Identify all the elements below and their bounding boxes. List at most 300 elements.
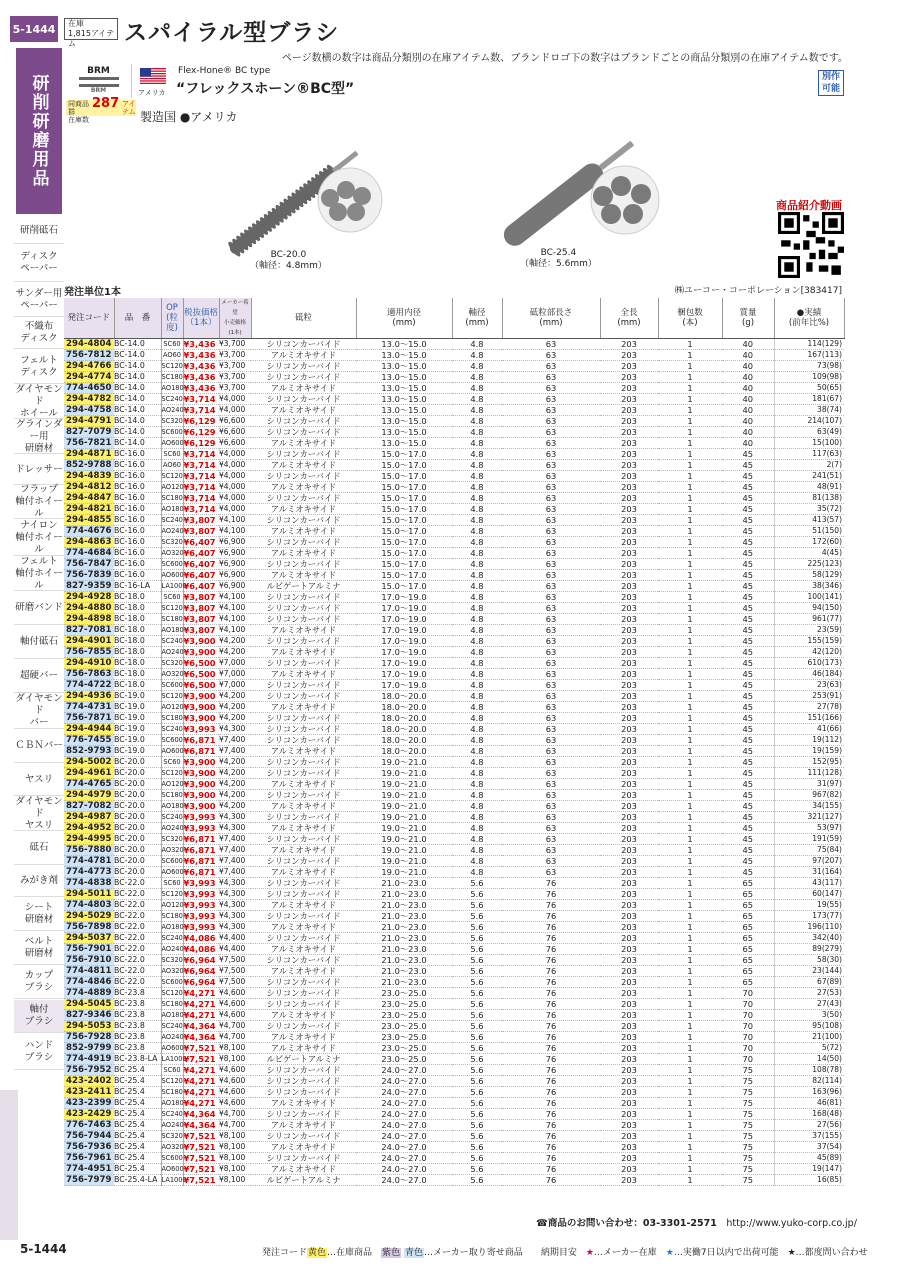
- table-cell: シリコンカーバイド: [251, 559, 356, 570]
- table-cell: SC60: [161, 1065, 183, 1076]
- table-cell: 23(63): [774, 680, 844, 691]
- order-code[interactable]: 756-7847: [64, 559, 114, 570]
- table-cell: 1: [658, 999, 722, 1010]
- table-cell: BC-14.0: [114, 416, 161, 427]
- sidebar-item[interactable]: ダイヤモンド ホイール: [15, 383, 63, 419]
- order-code[interactable]: 827-7081: [64, 625, 114, 636]
- table-cell: 17.0～19.0: [356, 625, 452, 636]
- table-cell: 203: [600, 856, 658, 867]
- table-cell: AO240: [161, 527, 184, 535]
- order-code[interactable]: 423-2411: [64, 1087, 114, 1098]
- order-code[interactable]: 294-4821: [64, 504, 114, 515]
- order-code[interactable]: 294-4804: [64, 339, 114, 350]
- brand-logo-mark: [79, 77, 119, 87]
- video-label: 商品紹介動画: [776, 199, 842, 212]
- table-cell: 19(112): [774, 735, 844, 746]
- table-cell: シリコンカーバイド: [251, 339, 356, 350]
- order-code[interactable]: 756-7952: [64, 1065, 114, 1076]
- order-code[interactable]: 294-4863: [64, 537, 114, 548]
- table-cell: 17.0～19.0: [356, 636, 452, 647]
- sidebar-item[interactable]: フェルト ディスク: [14, 350, 64, 384]
- table-cell: 75: [722, 1087, 774, 1098]
- table-cell: 1: [658, 1032, 722, 1043]
- sidebar-item[interactable]: シート 研磨材: [14, 898, 64, 931]
- order-code[interactable]: 294-4871: [64, 449, 114, 460]
- order-code[interactable]: 294-4898: [64, 614, 114, 625]
- order-code[interactable]: 774-4803: [64, 900, 114, 911]
- table-cell: 5.6: [452, 889, 502, 900]
- table-cell: AO60: [161, 460, 183, 471]
- table-cell: 13.0～15.0: [356, 438, 452, 449]
- table-cell: 1: [658, 878, 722, 889]
- sidebar-item[interactable]: ヤスリ: [14, 764, 64, 796]
- table-cell: SC180: [161, 714, 183, 722]
- sidebar-item[interactable]: ダイヤモンド バー: [15, 693, 63, 728]
- table-cell: LA1000: [161, 1055, 187, 1063]
- table-cell: 4.8: [452, 482, 502, 493]
- table-cell: 203: [600, 735, 658, 746]
- table-cell: 5.6: [452, 922, 502, 933]
- order-code[interactable]: 774-4765: [64, 779, 114, 790]
- table-cell: 45: [722, 559, 774, 570]
- table-cell: シリコンカーバイド: [251, 834, 356, 845]
- table-cell: 24.0～27.0: [356, 1153, 452, 1164]
- order-code[interactable]: 756-7855: [64, 647, 114, 658]
- order-code[interactable]: 423-2429: [64, 1109, 114, 1120]
- table-cell: 76: [502, 999, 600, 1010]
- table-cell: ¥4,200: [219, 779, 251, 790]
- table-cell: 45: [722, 471, 774, 482]
- table-cell: 63: [502, 867, 600, 878]
- table-cell: 63(49): [774, 427, 844, 438]
- sidebar-item[interactable]: 研磨バンド: [14, 592, 64, 625]
- table-cell: 203: [600, 702, 658, 713]
- order-code[interactable]: 756-7928: [64, 1032, 114, 1043]
- order-code[interactable]: 774-4889: [64, 988, 114, 999]
- table-cell: 203: [600, 790, 658, 801]
- table-cell: 203: [600, 460, 658, 471]
- sidebar-item[interactable]: みがき剤: [14, 866, 64, 897]
- sidebar-item[interactable]: ナイロン 軸付ホイール: [15, 519, 63, 555]
- sidebar-item[interactable]: サンダー用 ペーパー: [14, 283, 64, 317]
- table-cell: BC-25.4: [114, 1164, 161, 1175]
- table-cell: 63: [502, 460, 600, 471]
- order-code[interactable]: 756-7961: [64, 1153, 114, 1164]
- table-cell: ¥6,900: [219, 581, 251, 592]
- table-cell: ¥4,000: [219, 482, 251, 493]
- order-code[interactable]: 827-9346: [64, 1010, 114, 1021]
- table-cell: BC-22.0: [114, 900, 161, 911]
- order-code[interactable]: 294-4901: [64, 636, 114, 647]
- order-code[interactable]: 294-5029: [64, 911, 114, 922]
- order-code[interactable]: 294-4910: [64, 658, 114, 669]
- table-cell: ¥4,300: [219, 911, 251, 922]
- column-header: 質量 (g): [722, 298, 774, 339]
- table-cell: ¥4,000: [219, 471, 251, 482]
- table-cell: 15.0～17.0: [356, 493, 452, 504]
- table-cell: 63: [502, 383, 600, 394]
- order-code[interactable]: 294-5053: [64, 1021, 114, 1032]
- table-cell: 1: [658, 504, 722, 515]
- table-cell: 43(117): [774, 878, 844, 889]
- brand-stock-count: [66, 96, 136, 124]
- table-cell: 203: [600, 1164, 658, 1175]
- order-code[interactable]: 756-7863: [64, 669, 114, 680]
- order-code[interactable]: 776-7455: [64, 735, 114, 746]
- order-code[interactable]: 774-4684: [64, 548, 114, 559]
- table-cell: 1: [658, 1087, 722, 1098]
- table-cell: ¥3,900: [183, 757, 219, 768]
- table-cell: 23.0～25.0: [356, 1032, 452, 1043]
- table-cell: アルミオキサイド: [251, 460, 356, 471]
- table-cell: 1: [658, 647, 722, 658]
- caption-bc254-model: BC-25.4: [540, 248, 577, 258]
- order-code[interactable]: 294-4961: [64, 768, 114, 779]
- order-code[interactable]: 756-7910: [64, 955, 114, 966]
- order-code[interactable]: 774-4722: [64, 680, 114, 691]
- table-cell: AO320: [161, 549, 184, 557]
- order-code[interactable]: 774-4838: [64, 878, 114, 889]
- table-cell: SC120: [161, 604, 183, 612]
- table-cell: 4.8: [452, 449, 502, 460]
- sidebar-item[interactable]: 超硬バー: [14, 660, 64, 693]
- table-cell: SC180: [161, 615, 183, 623]
- table-cell: 65: [722, 933, 774, 944]
- order-code[interactable]: 827-7082: [64, 801, 114, 812]
- table-cell: ¥3,436: [183, 372, 219, 383]
- sidebar-item[interactable]: 軸付 ブラシ: [14, 1000, 64, 1033]
- table-cell: BC-25.4: [114, 1120, 161, 1131]
- sidebar-item[interactable]: 不織布 ディスク: [14, 318, 64, 349]
- order-code[interactable]: 774-4811: [64, 966, 114, 977]
- table-cell: BC-16.0: [114, 471, 161, 482]
- order-code[interactable]: 774-4846: [64, 977, 114, 988]
- table-cell: BC-14.0: [114, 438, 161, 449]
- table-cell: 108(78): [774, 1065, 844, 1076]
- order-code[interactable]: 294-4774: [64, 372, 114, 383]
- table-cell: 63: [502, 504, 600, 515]
- contact-url[interactable]: http://www.yuko-corp.co.jp/: [726, 1218, 857, 1229]
- order-code[interactable]: 294-4995: [64, 834, 114, 845]
- order-code[interactable]: 852-9788: [64, 460, 114, 471]
- table-cell: 24.0～27.0: [356, 1142, 452, 1153]
- table-cell: 196(110): [774, 922, 844, 933]
- table-cell: 76: [502, 1021, 600, 1032]
- order-code[interactable]: 294-5002: [64, 757, 114, 768]
- order-code[interactable]: 827-7079: [64, 427, 114, 438]
- sidebar-item[interactable]: グラインダー用 研磨材: [15, 418, 63, 454]
- table-cell: SC240: [161, 637, 183, 645]
- table-row: [64, 955, 844, 966]
- table-cell: ¥3,900: [183, 702, 219, 713]
- table-cell: BC-18.0: [114, 603, 161, 614]
- table-cell: AO240: [161, 824, 184, 832]
- table-cell: 27(53): [774, 988, 844, 999]
- order-code[interactable]: 294-4855: [64, 515, 114, 526]
- table-cell: 203: [600, 812, 658, 823]
- table-cell: AO180: [161, 505, 184, 513]
- table-cell: 203: [600, 834, 658, 845]
- page-number-bottom: 5-1444: [20, 1242, 67, 1256]
- table-cell: 4.8: [452, 581, 502, 592]
- table-cell: 1: [658, 867, 722, 878]
- table-cell: 45: [722, 856, 774, 867]
- order-code[interactable]: 756-7936: [64, 1142, 114, 1153]
- order-code[interactable]: 774-4731: [64, 702, 114, 713]
- table-cell: 967(82): [774, 790, 844, 801]
- order-code[interactable]: 774-4773: [64, 867, 114, 878]
- table-cell: シリコンカーバイド: [251, 691, 356, 702]
- table-cell: BC-22.0: [114, 878, 161, 889]
- table-cell: SC120: [161, 472, 183, 480]
- table-cell: AO180: [161, 1011, 184, 1019]
- table-cell: SC60: [161, 339, 183, 350]
- table-cell: シリコンカーバイド: [251, 658, 356, 669]
- table-cell: 76: [502, 944, 600, 955]
- table-cell: シリコンカーバイド: [251, 735, 356, 746]
- table-cell: 203: [600, 1087, 658, 1098]
- table-row: [64, 911, 844, 922]
- table-row: [64, 361, 844, 372]
- table-cell: アルミオキサイド: [251, 922, 356, 933]
- sidebar-item[interactable]: 砥石: [14, 832, 64, 865]
- order-code[interactable]: 756-7821: [64, 438, 114, 449]
- table-cell: 45: [722, 449, 774, 460]
- table-cell: ¥6,900: [219, 570, 251, 581]
- table-cell: 75: [722, 1120, 774, 1131]
- order-code[interactable]: 774-4919: [64, 1054, 114, 1065]
- order-code[interactable]: 774-4781: [64, 856, 114, 867]
- table-cell: ¥3,900: [183, 691, 219, 702]
- page-number-badge: 5-1444: [10, 16, 58, 42]
- order-code[interactable]: 294-4839: [64, 471, 114, 482]
- order-code[interactable]: 756-7944: [64, 1131, 114, 1142]
- sidebar-item[interactable]: フラップ 軸付ホイール: [15, 484, 63, 519]
- order-code[interactable]: 294-4928: [64, 592, 114, 603]
- order-code[interactable]: 852-9799: [64, 1043, 114, 1054]
- order-code[interactable]: 776-7463: [64, 1120, 114, 1131]
- table-cell: BC-16.0: [114, 504, 161, 515]
- order-code[interactable]: 294-4791: [64, 416, 114, 427]
- legend: [262, 1245, 868, 1258]
- sidebar-item[interactable]: カップ ブラシ: [14, 966, 64, 999]
- table-row: [64, 614, 844, 625]
- table-cell: BC-19.0: [114, 713, 161, 724]
- table-cell: 82(114): [774, 1076, 844, 1087]
- table-cell: アルミオキサイド: [251, 504, 356, 515]
- table-cell: 76: [502, 900, 600, 911]
- order-code[interactable]: 294-4758: [64, 405, 114, 416]
- table-cell: 1: [658, 779, 722, 790]
- table-cell: 1: [658, 581, 722, 592]
- table-cell: AO600: [161, 439, 184, 447]
- stock-count-box: [64, 18, 118, 48]
- sidebar-item[interactable]: 軸付砥石: [14, 626, 64, 659]
- order-code[interactable]: 294-5011: [64, 889, 114, 900]
- order-code[interactable]: 827-9359: [64, 581, 114, 592]
- table-cell: 76: [502, 1164, 600, 1175]
- order-code[interactable]: 294-4944: [64, 724, 114, 735]
- table-cell: 97(207): [774, 856, 844, 867]
- order-code[interactable]: 756-7901: [64, 944, 114, 955]
- order-code[interactable]: 294-4782: [64, 394, 114, 405]
- order-code[interactable]: 294-4952: [64, 823, 114, 834]
- table-row: [64, 801, 844, 812]
- table-cell: 5.6: [452, 944, 502, 955]
- sidebar-item[interactable]: ベルト 研磨材: [14, 932, 64, 965]
- table-cell: 13.0～15.0: [356, 394, 452, 405]
- table-cell: ¥3,714: [183, 493, 219, 504]
- table-cell: ルビゲートアルミナ: [251, 1175, 356, 1186]
- table-cell: 151(166): [774, 713, 844, 724]
- table-cell: BC-19.0: [114, 735, 161, 746]
- table-cell: ¥4,364: [183, 1032, 219, 1043]
- order-code[interactable]: 423-2399: [64, 1098, 114, 1109]
- sidebar-item[interactable]: フェルト 軸付ホイール: [15, 555, 63, 591]
- table-cell: 1: [658, 1164, 722, 1175]
- order-code[interactable]: 774-4650: [64, 383, 114, 394]
- table-row: [64, 449, 844, 460]
- table-cell: ¥8,100: [219, 1043, 251, 1054]
- order-code[interactable]: 294-4880: [64, 603, 114, 614]
- sidebar-item[interactable]: 研削砥石: [14, 218, 64, 244]
- table-cell: 24.0～27.0: [356, 1131, 452, 1142]
- table-cell: 19.0～21.0: [356, 834, 452, 845]
- table-cell: BC-22.0: [114, 933, 161, 944]
- order-code[interactable]: 294-5037: [64, 933, 114, 944]
- table-cell: アルミオキサイド: [251, 570, 356, 581]
- table-cell: SC600: [161, 681, 183, 689]
- table-cell: アルミオキサイド: [251, 438, 356, 449]
- table-cell: 1: [658, 856, 722, 867]
- table-cell: シリコンカーバイド: [251, 911, 356, 922]
- order-code[interactable]: 756-7898: [64, 922, 114, 933]
- order-code[interactable]: 294-4766: [64, 361, 114, 372]
- table-cell: ¥6,407: [183, 570, 219, 581]
- table-cell: ¥6,871: [183, 845, 219, 856]
- us-flag-icon: [140, 68, 166, 84]
- caption-bc20: [250, 250, 327, 272]
- order-code[interactable]: 756-7880: [64, 845, 114, 856]
- order-code[interactable]: 852-9793: [64, 746, 114, 757]
- table-cell: 24.0～27.0: [356, 1175, 452, 1186]
- sidebar-item[interactable]: ディスク ペーパー: [14, 245, 64, 282]
- table-cell: ¥8,100: [219, 1131, 251, 1142]
- contact-line: [536, 1215, 857, 1229]
- order-code[interactable]: 294-4812: [64, 482, 114, 493]
- table-cell: 63: [502, 438, 600, 449]
- table-cell: 203: [600, 1142, 658, 1153]
- table-cell: 76: [502, 1109, 600, 1120]
- table-cell: 21.0～23.0: [356, 911, 452, 922]
- table-cell: 45: [722, 647, 774, 658]
- table-cell: 4.8: [452, 471, 502, 482]
- table-cell: 15(100): [774, 438, 844, 449]
- table-cell: 203: [600, 339, 658, 350]
- order-code[interactable]: 756-7979: [64, 1175, 114, 1186]
- table-cell: 45: [722, 625, 774, 636]
- table-cell: 203: [600, 768, 658, 779]
- order-code[interactable]: 294-5045: [64, 999, 114, 1010]
- sidebar-item[interactable]: ハンド ブラシ: [14, 1034, 64, 1070]
- table-cell: 40: [722, 372, 774, 383]
- page-title: スパイラル型ブラシ: [124, 20, 340, 46]
- table-cell: 1: [658, 702, 722, 713]
- table-cell: 203: [600, 966, 658, 977]
- table-cell: アルミオキサイド: [251, 1098, 356, 1109]
- table-cell: シリコンカーバイド: [251, 889, 356, 900]
- order-code[interactable]: 294-4987: [64, 812, 114, 823]
- order-code[interactable]: 294-4847: [64, 493, 114, 504]
- table-cell: 1: [658, 680, 722, 691]
- order-code[interactable]: 756-7812: [64, 350, 114, 361]
- table-cell: 1: [658, 493, 722, 504]
- order-code[interactable]: 774-4951: [64, 1164, 114, 1175]
- sidebar-item[interactable]: ＣＢＮバー: [14, 730, 64, 763]
- table-cell: 13.0～15.0: [356, 383, 452, 394]
- table-cell: 63: [502, 790, 600, 801]
- table-row: [64, 592, 844, 603]
- order-code[interactable]: 294-4936: [64, 691, 114, 702]
- table-cell: 4.8: [452, 361, 502, 372]
- table-row: [64, 515, 844, 526]
- table-cell: 203: [600, 1175, 658, 1186]
- order-code[interactable]: 756-7839: [64, 570, 114, 581]
- table-cell: 18.0～20.0: [356, 702, 452, 713]
- table-cell: BC-20.0: [114, 757, 161, 768]
- table-cell: 4.8: [452, 867, 502, 878]
- table-cell: ¥3,700: [219, 372, 251, 383]
- table-cell: 4.8: [452, 592, 502, 603]
- order-code[interactable]: 423-2402: [64, 1076, 114, 1087]
- table-row: [64, 867, 844, 878]
- table-cell: 45: [722, 537, 774, 548]
- sidebar-item[interactable]: ドレッサー: [14, 455, 64, 485]
- table-cell: 75: [722, 1131, 774, 1142]
- table-cell: 45: [722, 636, 774, 647]
- table-cell: 13.0～15.0: [356, 405, 452, 416]
- table-cell: 4.8: [452, 757, 502, 768]
- table-cell: ¥3,900: [183, 768, 219, 779]
- table-cell: SC240: [161, 725, 183, 733]
- table-row: [64, 779, 844, 790]
- table-cell: 51(150): [774, 526, 844, 537]
- table-cell: 1: [658, 405, 722, 416]
- table-cell: BC-14.0: [114, 350, 161, 361]
- order-code[interactable]: 294-4979: [64, 790, 114, 801]
- sidebar-item[interactable]: ダイヤモンド ヤスリ: [15, 795, 63, 831]
- table-cell: 203: [600, 372, 658, 383]
- table-cell: 961(77): [774, 614, 844, 625]
- table-cell: ¥6,871: [183, 867, 219, 878]
- table-cell: 21.0～23.0: [356, 933, 452, 944]
- order-code[interactable]: 756-7871: [64, 713, 114, 724]
- qr-code-icon[interactable]: [778, 212, 844, 278]
- table-cell: 19(159): [774, 746, 844, 757]
- table-cell: 63: [502, 592, 600, 603]
- table-cell: 13.0～15.0: [356, 350, 452, 361]
- table-cell: ¥4,271: [183, 1098, 219, 1109]
- table-cell: 18.0～20.0: [356, 691, 452, 702]
- table-cell: 15.0～17.0: [356, 471, 452, 482]
- order-code[interactable]: 774-4676: [64, 526, 114, 537]
- table-cell: 75(84): [774, 845, 844, 856]
- table-cell: ¥4,000: [219, 449, 251, 460]
- table-cell: 76: [502, 911, 600, 922]
- brand-logo-small: BRM: [90, 87, 107, 94]
- table-cell: ¥4,300: [219, 724, 251, 735]
- table-cell: AO600: [161, 571, 184, 579]
